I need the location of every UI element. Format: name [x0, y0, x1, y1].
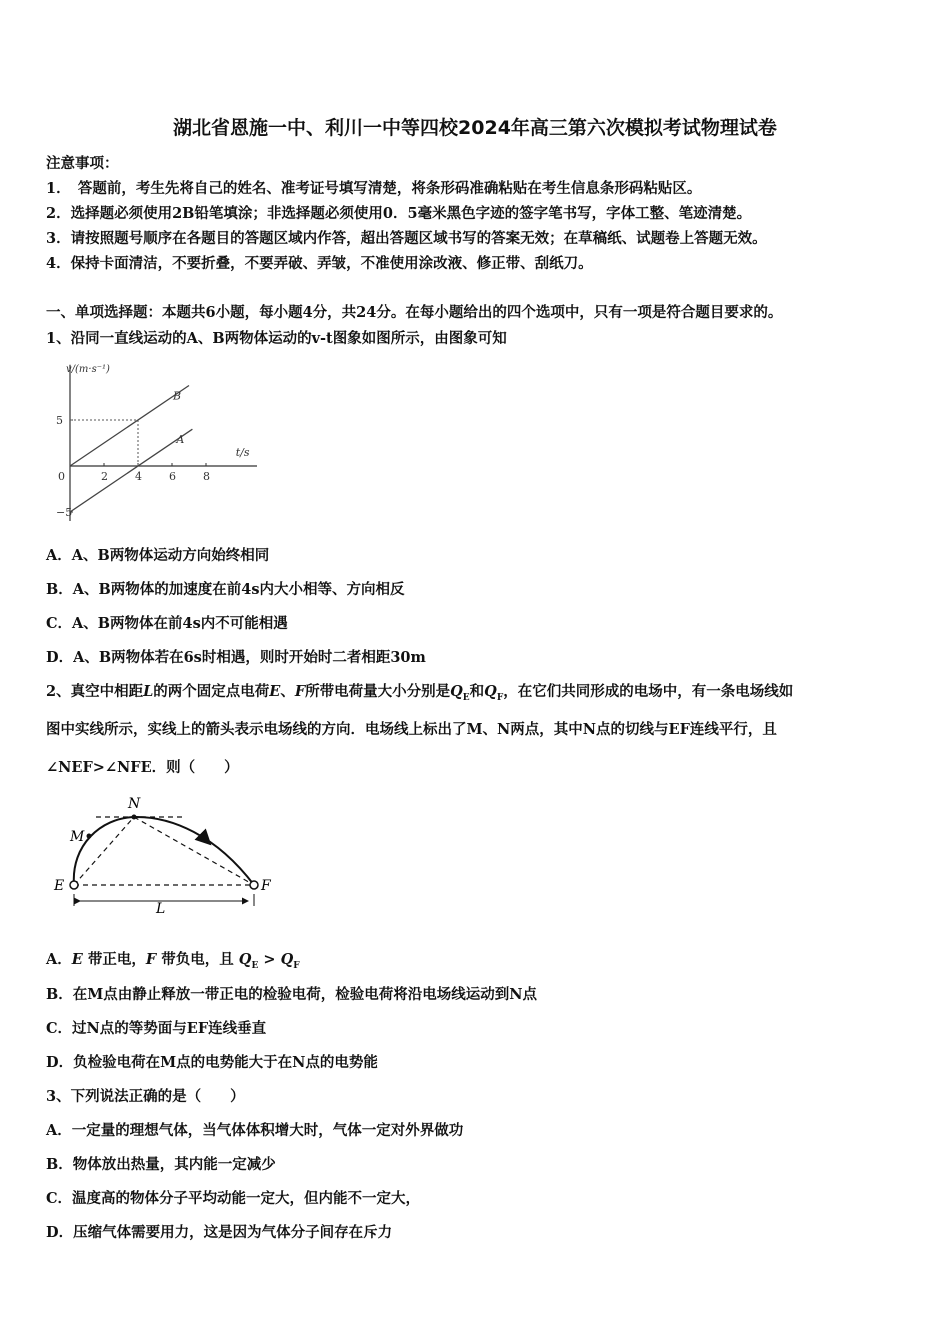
- x-tick-label: 0: [58, 470, 65, 483]
- notice-item: 2．选择题必须使用2B铅笔填涂；非选择题必须使用0．5毫米黑色字迹的签字笔书写，字体工整、笔迹清楚。: [46, 205, 752, 222]
- field-line: [74, 817, 254, 885]
- series-label-a: A: [176, 433, 185, 447]
- question-2-stem-line2: 图中实线所示，实线上的箭头表示电场线的方向．电场线上标出了M、N两点，其中N点的切线与EF连线平行，且: [46, 721, 777, 738]
- label-E: E: [54, 878, 65, 894]
- y-axis-label: v/(m·s⁻¹): [66, 364, 110, 375]
- field-line-diagram: [46, 790, 286, 915]
- q3-option-d[interactable]: D．压缩气体需要用力，这是因为气体分子间存在斥力: [46, 1224, 393, 1241]
- x-tick-label: 6: [169, 470, 176, 483]
- point-F: [250, 881, 258, 889]
- page-title: 湖北省恩施一中、利川一中等四校2024年高三第六次模拟考试物理试卷: [173, 117, 777, 139]
- notice-item: 1． 答题前，考生先将自己的姓名、准考证号填写清楚，将条形码准确粘贴在考生信息条形码粘贴区。: [46, 180, 702, 197]
- x-axis-label: t/s: [235, 446, 250, 459]
- question-2-stem-line3: ∠NEF>∠NFE．则（ ）: [46, 759, 239, 776]
- q1-option-a[interactable]: A．A、B两物体运动方向始终相同: [46, 547, 270, 564]
- label-L: L: [156, 901, 166, 915]
- x-tick-label: 8: [203, 470, 210, 483]
- point-N: [132, 815, 137, 820]
- dashed-EN: [74, 817, 134, 885]
- label-N: N: [128, 796, 141, 812]
- label-M: M: [70, 829, 85, 845]
- vt-chart: [46, 356, 261, 521]
- question-1-stem: 1、沿同一直线运动的A、B两物体运动的v-t图象如图所示，由图象可知: [46, 330, 507, 347]
- q1-option-b[interactable]: B．A、B两物体的加速度在前4s内大小相等、方向相反: [46, 581, 405, 598]
- q2-option-c[interactable]: C．过N点的等势面与EF连线垂直: [46, 1020, 267, 1037]
- notice-heading: 注意事项：: [46, 155, 119, 172]
- question-2-stem-line1: 2、真空中相距L的两个固定点电荷E、F所带电荷量大小分别是$Q_E$和$Q_F$，在它们共同形成的电场中，有一条电场线如: [46, 683, 794, 703]
- q2-option-a[interactable]: A．E 带正电，F 带负电，且 $Q_E > Q_F$: [46, 951, 300, 971]
- dashed-NF: [134, 817, 254, 885]
- x-tick-label: 2: [101, 470, 108, 483]
- y-tick-label: 5: [56, 414, 63, 427]
- series-label-b: B: [173, 389, 182, 403]
- q3-option-c[interactable]: C．温度高的物体分子平均动能一定大，但内能不一定大，: [46, 1190, 421, 1207]
- notice-item: 4．保持卡面清洁，不要折叠，不要弄破、弄皱，不准使用涂改液、修正带、刮纸刀。: [46, 255, 593, 272]
- notice-item: 3．请按照题号顺序在各题目的答题区域内作答，超出答题区域书写的答案无效；在草稿纸、试题卷上答题无效。: [46, 230, 767, 247]
- label-F: F: [261, 878, 271, 894]
- q2-option-d[interactable]: D．负检验电荷在M点的电势能大于在N点的电势能: [46, 1054, 378, 1071]
- x-tick-label: 4: [135, 470, 142, 483]
- section-heading: 一、单项选择题：本题共6小题，每小题4分，共24分。在每小题给出的四个选项中，只有一项是符合题目要求的。: [46, 304, 783, 321]
- q1-option-c[interactable]: C．A、B两物体在前4s内不可能相遇: [46, 615, 288, 632]
- q3-option-b[interactable]: B．物体放出热量，其内能一定减少: [46, 1156, 276, 1173]
- q3-option-a[interactable]: A．一定量的理想气体，当气体体积增大时，气体一定对外界做功: [46, 1122, 464, 1139]
- q2-option-b[interactable]: B．在M点由静止释放一带正电的检验电荷，检验电荷将沿电场线运动到N点: [46, 986, 538, 1003]
- series-line-b: [70, 386, 189, 467]
- point-E: [70, 881, 78, 889]
- question-3-stem: 3、下列说法正确的是（ ）: [46, 1088, 245, 1105]
- point-M: [87, 834, 92, 839]
- y-tick-label: −5: [56, 506, 73, 519]
- q1-option-d[interactable]: D．A、B两物体若在6s时相遇，则时开始时二者相距30m: [46, 649, 426, 666]
